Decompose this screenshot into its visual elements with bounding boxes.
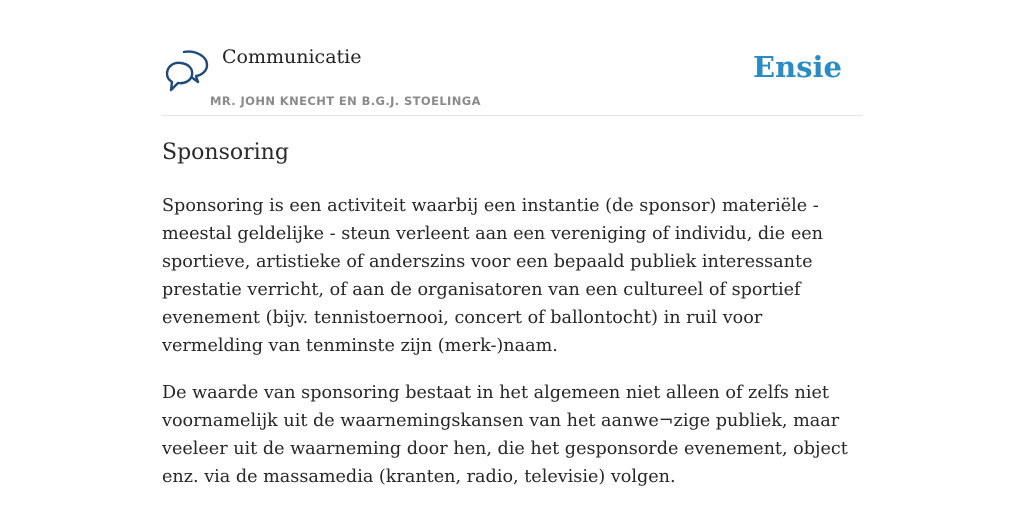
author-names: MR. JOHN KNECHT EN B.G.J. STOELINGA — [210, 94, 481, 108]
article-title: Sponsoring — [162, 140, 289, 165]
chat-bubbles-icon — [164, 49, 210, 93]
article-paragraph: De waarde van sponsoring bestaat in het algemeen niet alleen of zelfs niet voornamelijk uit de waarnemingskansen van het aanwe¬zige publiek, maar veeleer uit de waarneming door hen, die het gesponsorde evenement, object enz. via de massamedia (kranten, radio, televisie) volgen. — [162, 383, 848, 487]
brand-logo[interactable]: Ensie — [753, 50, 842, 84]
article-body — [162, 192, 862, 510]
article-paragraph: Sponsoring is een activiteit waarbij een instantie (de sponsor) materiële - meestal geldelijke - steun verleent aan een vereniging of individu, die een sportieve, artistieke of anderszins voor een bepaald publiek interessante prestatie verricht, of aan de organisatoren van een cultureel of sportief evenement (bijv. tennistoernooi, concert of ballontocht) in ruil voor vermelding van tenminste zijn (merk-)naam. — [162, 196, 823, 356]
content-container — [162, 0, 862, 487]
article-header — [162, 0, 862, 116]
category-label[interactable]: Communicatie — [222, 46, 362, 68]
